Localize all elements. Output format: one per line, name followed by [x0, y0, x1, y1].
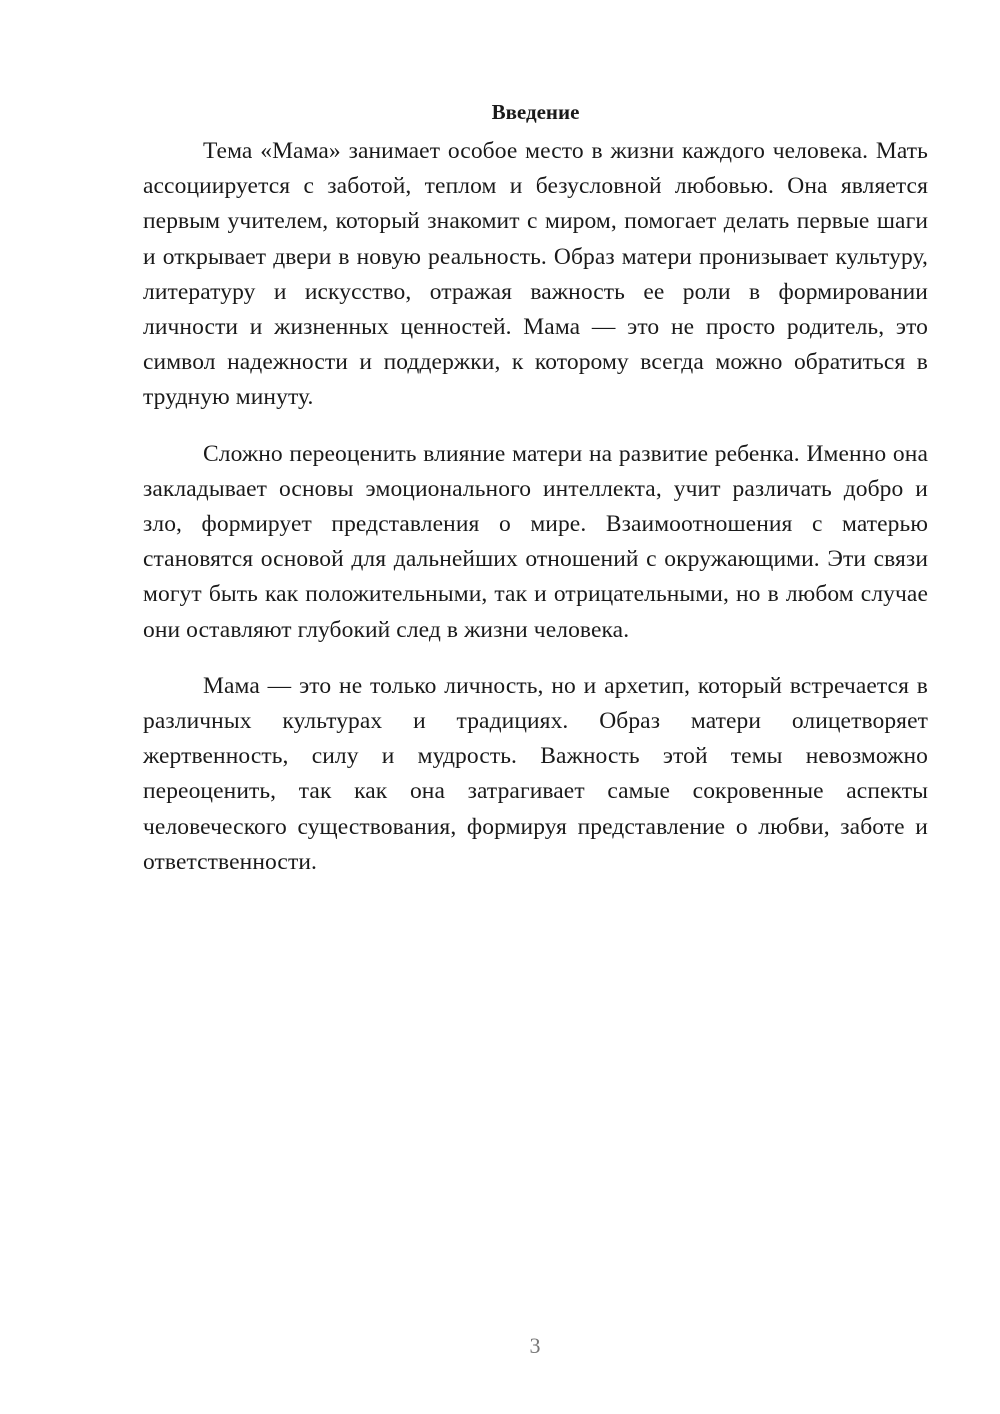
paragraph-3: Мама — это не только личность, но и архетип, который встречается в различных культурах и традициях. Образ матери олицетворяет жертвенность, силу и мудрость. Важность этой темы невозможно переоценить, так как она затрагивает самые сокровенные аспекты человеческого существования, формируя представление о любви, заботе и ответственности. [143, 672, 928, 875]
page-number: 3 [529, 1333, 541, 1358]
section-title: Введение [491, 100, 580, 124]
paragraph-1: Тема «Мама» занимает особое место в жизни каждого человека. Мать ассоциируется с заботой, теплом и безусловной любовью. Она является первым учителем, который знакомит с миром, помогает делать первые шаги и открывает двери в новую реальность. Образ матери пронизывает культуру, литературу и искусство, отражая важность ее роли в формировании личности и жизненных ценностей. Мама — это не просто родитель, это символ надежности и поддержки, к которому всегда можно обратиться в трудную минуту. [143, 138, 928, 411]
page-content [143, 96, 928, 901]
paragraph-2: Сложно переоценить влияние матери на развитие ребенка. Именно она закладывает основы эмоционального интеллекта, учит различать добро и зло, формирует представления о мире. Взаимоотношения с матерью становятся основой для дальнейших отношений с окружающими. Эти связи могут быть как положительными, так и отрицательными, но в любом случае они оставляют глубокий след в жизни человека. [143, 440, 928, 643]
